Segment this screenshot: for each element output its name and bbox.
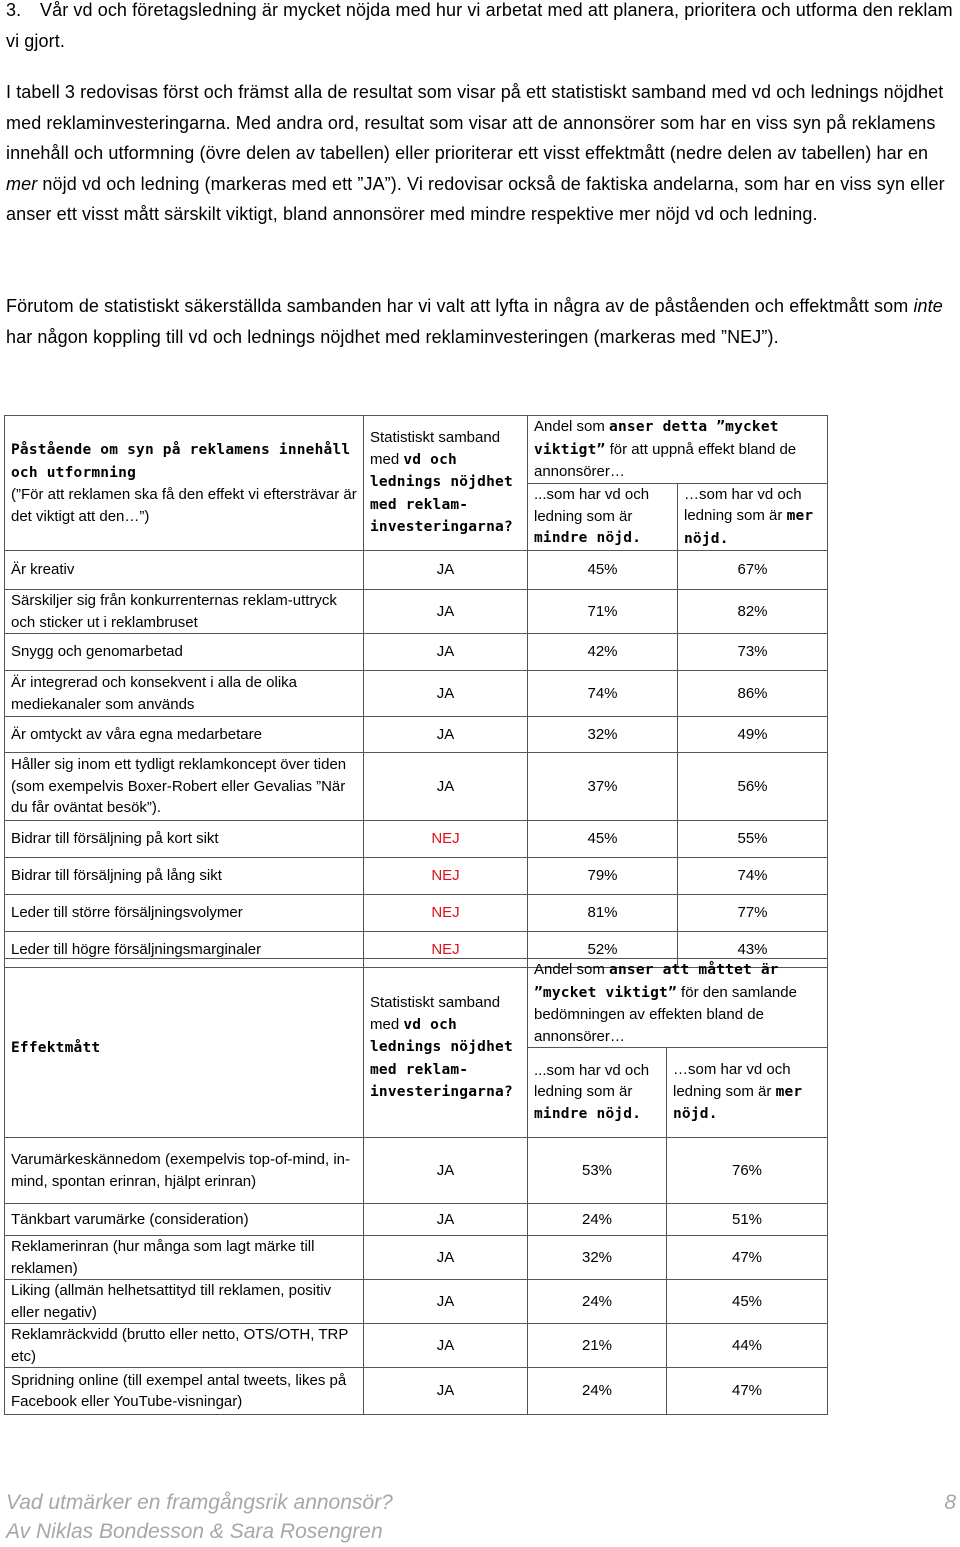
paragraph-1-part-b: nöjd vd och ledning (markeras med ett ”JA”). Vi redovisar också de faktiska andelarna, som har en viss syn eller anser ett visst mått särskilt viktigt, bland annonsörer med mindre respektive mer nöjd vd och ledning. [6,173,945,224]
table-statements-header-statement [5,416,364,551]
row-share-more: 74% [678,858,828,895]
table-row [5,1324,828,1368]
table-row [5,821,828,858]
paragraph-2-part-a: Förutom de statistiskt säkerställda sambanden har vi valt att lyfta in några av de påståenden och effektmått som [6,296,914,316]
row-share-less: 74% [528,671,678,717]
footer-title: Vad utmärker en framgångsrik annonsör? [6,1491,393,1514]
intro-item [6,0,954,56]
row-label: Leder till högre försäljningsmarginaler [5,932,364,968]
row-label: Tänkbart varumärke (consideration) [5,1204,364,1236]
table-statements-header-correlation [364,416,528,551]
table-row [5,1368,828,1415]
row-label: Reklamerinran (hur många som lagt märke till reklamen) [5,1236,364,1280]
table-statements-header-less [528,483,678,551]
row-share-more: 47% [667,1368,828,1415]
row-share-more: 56% [678,753,828,821]
row-label: Är omtyckt av våra egna medarbetare [5,717,364,753]
header-statement-note: (”För att reklamen ska få den effekt vi eftersträvar är det viktigt att den…”) [11,486,357,525]
row-share-less: 24% [528,1280,667,1324]
header-less-bold: mindre nöjd. [534,530,642,546]
row-label: Bidrar till försäljning på lång sikt [5,858,364,895]
table-effect-header-measure [5,959,364,1138]
row-share-more: 76% [667,1138,828,1204]
header-measure-title: Effektmått [11,1039,101,1056]
row-correlation: NEJ [364,895,528,932]
row-share-more: 47% [667,1236,828,1280]
header2-less-text: ...som har vd och ledning som är [534,1061,650,1101]
paragraph-2 [6,291,954,352]
paragraph-1-part-a: I tabell 3 redovisas först och främst alla de resultat som visar på ett statistiskt samband med vd och lednings nöjdhet med reklaminvesteringarna. Med andra ord, resultat som visar att de annonsörer som har en viss syn på reklamens innehåll och utformning (övre delen av tabellen) eller prioriterar ett visst effektmått (nedre delen av tabellen) har en [6,82,944,163]
table-effect-header-less [528,1048,667,1138]
row-label: Särskiljer sig från konkurrenternas reklam-uttryck och sticker ut i reklambruset [5,590,364,634]
row-correlation: JA [364,634,528,671]
table-row [5,1236,828,1280]
row-share-less: 24% [528,1368,667,1415]
footer [6,1488,956,1546]
row-share-less: 81% [528,895,678,932]
row-correlation: JA [364,590,528,634]
row-correlation: JA [364,717,528,753]
row-label: Liking (allmän helhetsattityd till reklamen, positiv eller negativ) [5,1280,364,1324]
table-effect-measures [4,958,828,1415]
row-share-less: 24% [528,1204,667,1236]
row-label: Reklamräckvidd (brutto eller netto, OTS/OTH, TRP etc) [5,1324,364,1368]
header-share-text-a: Andel som [534,418,610,435]
row-share-more: 51% [667,1204,828,1236]
row-label: Håller sig inom ett tydligt reklamkoncept över tiden (som exempelvis Boxer-Robert eller Gevalias ”När du får oväntat besök”). [5,753,364,821]
row-correlation: JA [364,671,528,717]
table-effect-header-share [528,959,828,1048]
header2-share-text-a: Andel som [534,961,610,978]
row-correlation: NEJ [364,858,528,895]
paragraph-1-emphasis: mer [6,173,38,194]
row-share-more: 43% [678,932,828,968]
row-correlation: JA [364,753,528,821]
row-share-less: 52% [528,932,678,968]
table-row [5,671,828,717]
table-statements-header-share [528,416,828,484]
header-share-bold: anser detta ”mycket viktigt” [534,419,779,458]
table-row [5,634,828,671]
row-share-less: 45% [528,551,678,590]
table-effect-header-correlation [364,959,528,1138]
row-share-more: 86% [678,671,828,717]
header2-share-text-b: för den samlande bedömningen av effekten bland de annonsörer… [534,983,797,1045]
row-share-less: 79% [528,858,678,895]
header-correlation-bold: vd och lednings nöjdhet med reklam-investeringarna? [370,451,513,536]
row-correlation: JA [364,1324,528,1368]
header2-more-bold: mer nöjd. [673,1083,803,1123]
header2-correlation-text: Statistiskt samband med [370,994,501,1033]
row-label: Bidrar till försäljning på kort sikt [5,821,364,858]
header2-correlation-bold: vd och lednings nöjdhet med reklam-investeringarna? [370,1016,513,1101]
header-more-text: …som har vd och ledning som är [684,485,802,524]
row-share-more: 49% [678,717,828,753]
table-row [5,1138,828,1204]
row-share-less: 45% [528,821,678,858]
row-share-less: 37% [528,753,678,821]
row-share-less: 21% [528,1324,667,1368]
paragraph-2-part-b: har någon koppling till vd och lednings nöjdhet med reklaminvesteringen (markeras med ”NEJ”). [6,326,779,347]
row-share-more: 67% [678,551,828,590]
header-statement-title: Påstående om syn på reklamens innehåll och utformning [11,442,351,481]
row-label: Är kreativ [5,551,364,590]
table-row [5,1280,828,1324]
row-label: Är integrerad och konsekvent i alla de olika mediekanaler som används [5,671,364,717]
table-row [5,753,828,821]
row-share-less: 32% [528,1236,667,1280]
page-number: 8 [944,1491,956,1514]
row-share-more: 77% [678,895,828,932]
table-row [5,858,828,895]
row-share-more: 45% [667,1280,828,1324]
row-share-less: 42% [528,634,678,671]
row-share-less: 71% [528,590,678,634]
row-share-less: 53% [528,1138,667,1204]
header2-less-bold: mindre nöjd. [534,1105,642,1122]
intro-item-number: 3. [6,0,22,20]
table-row [5,551,828,590]
row-share-more: 44% [667,1324,828,1368]
header2-more-text: …som har vd och ledning som är [673,1061,791,1100]
table-statements [4,415,828,968]
header-more-bold: mer nöjd. [684,508,814,547]
header-share-text-b: för att uppnå effekt bland de annonsörer… [534,440,797,480]
table-row [5,717,828,753]
intro-item-text: Vår vd och företagsledning är mycket nöjda med hur vi arbetat med att planera, prioritera och utforma den reklam vi gjort. [6,0,953,51]
header2-share-bold: anser att måttet är ”mycket viktigt” [534,962,779,1001]
row-correlation: JA [364,1280,528,1324]
row-label: Spridning online (till exempel antal tweets, likes på Facebook eller YouTube-visningar) [5,1368,364,1415]
row-correlation: JA [364,1368,528,1415]
row-share-more: 55% [678,821,828,858]
row-correlation: NEJ [364,821,528,858]
header-less-text: ...som har vd och ledning som är [534,486,650,525]
row-correlation: JA [364,551,528,590]
header-correlation-text: Statistiskt samband med [370,429,501,468]
row-label: Leder till större försäljningsvolymer [5,895,364,932]
row-share-more: 73% [678,634,828,671]
row-share-less: 32% [528,717,678,753]
paragraph-2-emphasis: inte [913,296,943,316]
row-share-more: 82% [678,590,828,634]
table-statements-header-more [678,483,828,551]
table-row [5,1204,828,1236]
row-correlation: JA [364,1138,528,1204]
table-effect-header-more [667,1048,828,1138]
row-label: Snygg och genomarbetad [5,634,364,671]
table-row [5,590,828,634]
row-label: Varumärkeskännedom (exempelvis top-of-mind, in-mind, spontan erinran, hjälpt erinran) [5,1138,364,1204]
paragraph-1 [6,77,954,230]
row-correlation: JA [364,1236,528,1280]
footer-authors: Av Niklas Bondesson & Sara Rosengren [6,1520,383,1543]
row-correlation: JA [364,1204,528,1236]
row-correlation: NEJ [364,932,528,968]
table-row [5,895,828,932]
